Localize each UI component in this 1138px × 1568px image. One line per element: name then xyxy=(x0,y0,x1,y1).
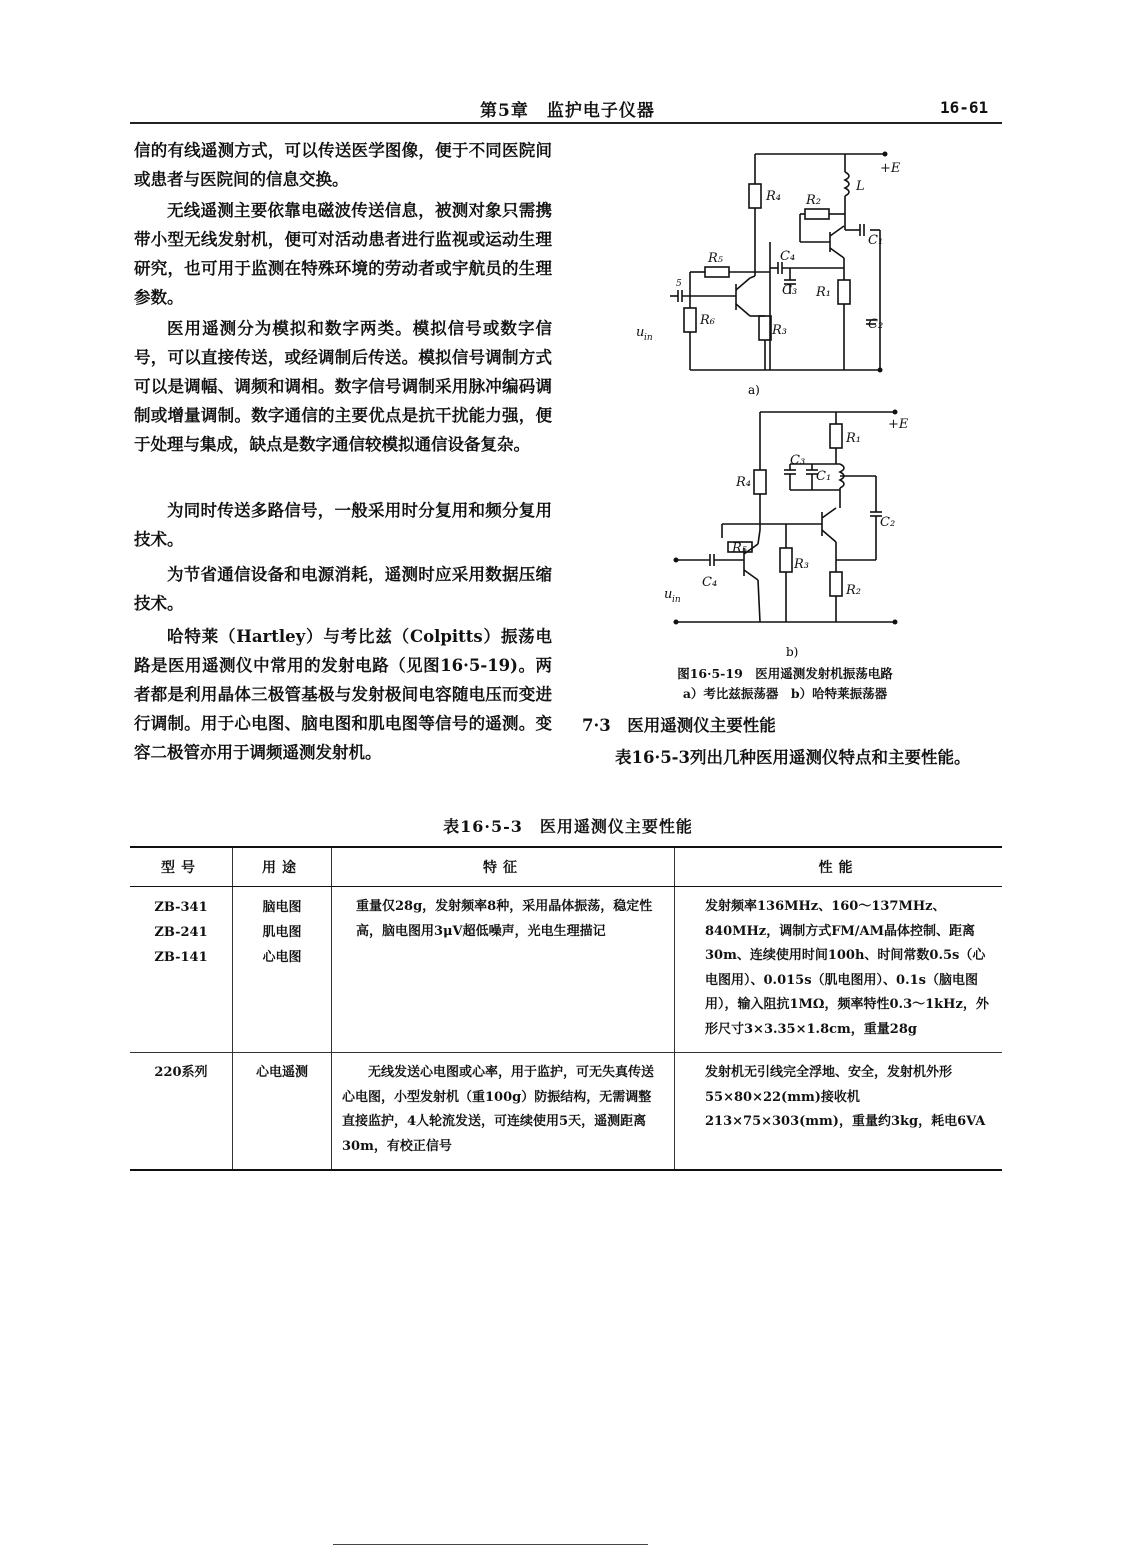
hartley-circuit-diagram xyxy=(640,400,940,662)
performance-cell: 发射频率136MHz、160～137MHz、840MHz，调制方式FM/AM晶体控制、距离30m、连续使用时间100h、时间常数0.5s（心电图用）、0.015s（肌电图用）、0.1s（脑电图用），输入阻抗1MΩ，频率特性0.3～1kHz，外形尺寸3×3.35×1.8cm，重量28g xyxy=(675,887,1003,1053)
use-name: 心电图 xyxy=(262,950,302,965)
use-name: 脑电图 xyxy=(262,900,302,915)
svg-text:C₁: C₁ xyxy=(868,233,884,248)
svg-text:+E: +E xyxy=(880,161,901,176)
paragraph-5: 为节省通信设备和电源消耗，遥测时应采用数据压缩技术。 xyxy=(134,565,552,613)
svg-text:R₁: R₁ xyxy=(816,285,831,300)
performance-table xyxy=(130,846,1002,1171)
table-row xyxy=(130,1053,1002,1171)
page-number: 16-61 xyxy=(940,98,989,117)
svg-text:C₄: C₄ xyxy=(702,575,718,590)
header-performance: 性能 xyxy=(675,847,1003,887)
svg-text:R₄: R₄ xyxy=(766,189,781,204)
svg-text:in: in xyxy=(672,595,681,605)
model-cell xyxy=(130,887,233,1053)
figure-caption-sub: a）考比兹振荡器 b）哈特莱振荡器 xyxy=(682,686,888,701)
header-model: 型号 xyxy=(130,847,233,887)
svg-text:R₃: R₃ xyxy=(794,557,809,572)
svg-text:C₁: C₁ xyxy=(816,469,832,484)
chapter-title: 第5章 监护电子仪器 xyxy=(480,101,655,121)
header-features: 特征 xyxy=(332,847,675,887)
section-title: 7·3 医用遥测仪主要性能 xyxy=(582,716,776,735)
svg-text:C₂: C₂ xyxy=(880,515,896,530)
circuit-a-label: a) xyxy=(748,383,760,397)
svg-text:u: u xyxy=(636,325,645,340)
table-row xyxy=(130,887,1002,1053)
paragraph-6: 哈特莱（Hartley）与考比兹（Colpitts）振荡电路是医用遥测仪中常用的发射电路（见图16·5-19)。两者都是利用晶体三极管基极与发射极间电容随电压而变进行调制。用于心电图、脑电图和肌电图等信号的遥测。变容二极管亦用于调频遥测发射机。 xyxy=(134,627,552,762)
use-name: 肌电图 xyxy=(262,925,302,940)
svg-text:R₆: R₆ xyxy=(700,313,715,328)
paragraph-3: 医用遥测分为模拟和数字两类。模拟信号或数字信号，可以直接传送，或经调制后传送。模拟信号调制方式可以是调幅、调频和调相。数字信号调制采用脉冲编码调制或增量调制。数字通信的主要优点是抗干扰能力强，便于处理与集成，缺点是数字通信较模拟通信设备复杂。 xyxy=(134,319,552,454)
paragraph-1: 信的有线遥测方式，可以传送医学图像，便于不同医院间或患者与医院间的信息交换。 xyxy=(134,141,552,189)
svg-text:C₄: C₄ xyxy=(780,249,796,264)
svg-text:+E: +E xyxy=(888,417,909,432)
svg-text:R₅: R₅ xyxy=(732,541,747,556)
header-use: 用途 xyxy=(233,847,332,887)
svg-text:L: L xyxy=(856,179,865,194)
header-rule xyxy=(130,122,1002,124)
svg-text:u: u xyxy=(664,587,673,602)
use-cell xyxy=(233,887,332,1053)
circuit-b-label: b) xyxy=(786,645,799,659)
svg-text:R₄: R₄ xyxy=(736,475,751,490)
model-name: ZB-341 xyxy=(154,900,208,915)
svg-text:R₁: R₁ xyxy=(846,431,861,446)
svg-text:R₅: R₅ xyxy=(708,251,723,266)
svg-text:R₃: R₃ xyxy=(772,323,787,338)
svg-text:R₂: R₂ xyxy=(846,583,861,598)
performance-cell: 发射机无引线完全浮地、安全，发射机外形55×80×22(mm)接收机213×75×303(mm)，重量约3kg，耗电6VA xyxy=(675,1053,1003,1171)
svg-text:5: 5 xyxy=(676,279,682,289)
features-cell: 重量仅28g，发射频率8种，采用晶体振荡，稳定性高，脑电图用3μV超低噪声，光电生理描记 xyxy=(332,887,675,1053)
figure-caption-title: 图16·5-19 医用遥测发射机振荡电路 xyxy=(677,666,893,681)
features-cell: 无线发送心电图或心率，用于监护，可无失真传送心电图，小型发射机（重100g）防振结构，无需调整直接监护，4人轮流发送，可连续使用5天，遥测距离30m，有校正信号 xyxy=(332,1053,675,1171)
use-cell: 心电遥测 xyxy=(233,1053,332,1171)
paragraph-2: 无线遥测主要依靠电磁波传送信息，被测对象只需携带小型无线发射机，便可对活动患者进行监视或运动生理研究，也可用于监测在特殊环境的劳动者或宇航员的生理参数。 xyxy=(134,201,552,307)
svg-text:C₃: C₃ xyxy=(790,453,806,468)
scan-artifact-line xyxy=(333,1544,648,1545)
svg-text:R₂: R₂ xyxy=(806,193,821,208)
svg-text:C₂: C₂ xyxy=(868,317,884,332)
colpitts-circuit-diagram xyxy=(630,144,930,406)
table-title: 表16·5-3 医用遥测仪主要性能 xyxy=(443,817,693,836)
model-name: ZB-241 xyxy=(154,925,208,940)
svg-text:C₃: C₃ xyxy=(782,283,798,298)
model-cell: 220系列 xyxy=(130,1053,233,1171)
model-name: ZB-141 xyxy=(154,950,208,965)
figure-caption xyxy=(600,664,970,704)
paragraph-4: 为同时传送多路信号，一般采用时分复用和频分复用技术。 xyxy=(134,501,552,549)
svg-text:in: in xyxy=(644,333,653,343)
table-header-row xyxy=(130,847,1002,887)
section-text: 表16·5-3列出几种医用遥测仪特点和主要性能。 xyxy=(615,748,971,767)
